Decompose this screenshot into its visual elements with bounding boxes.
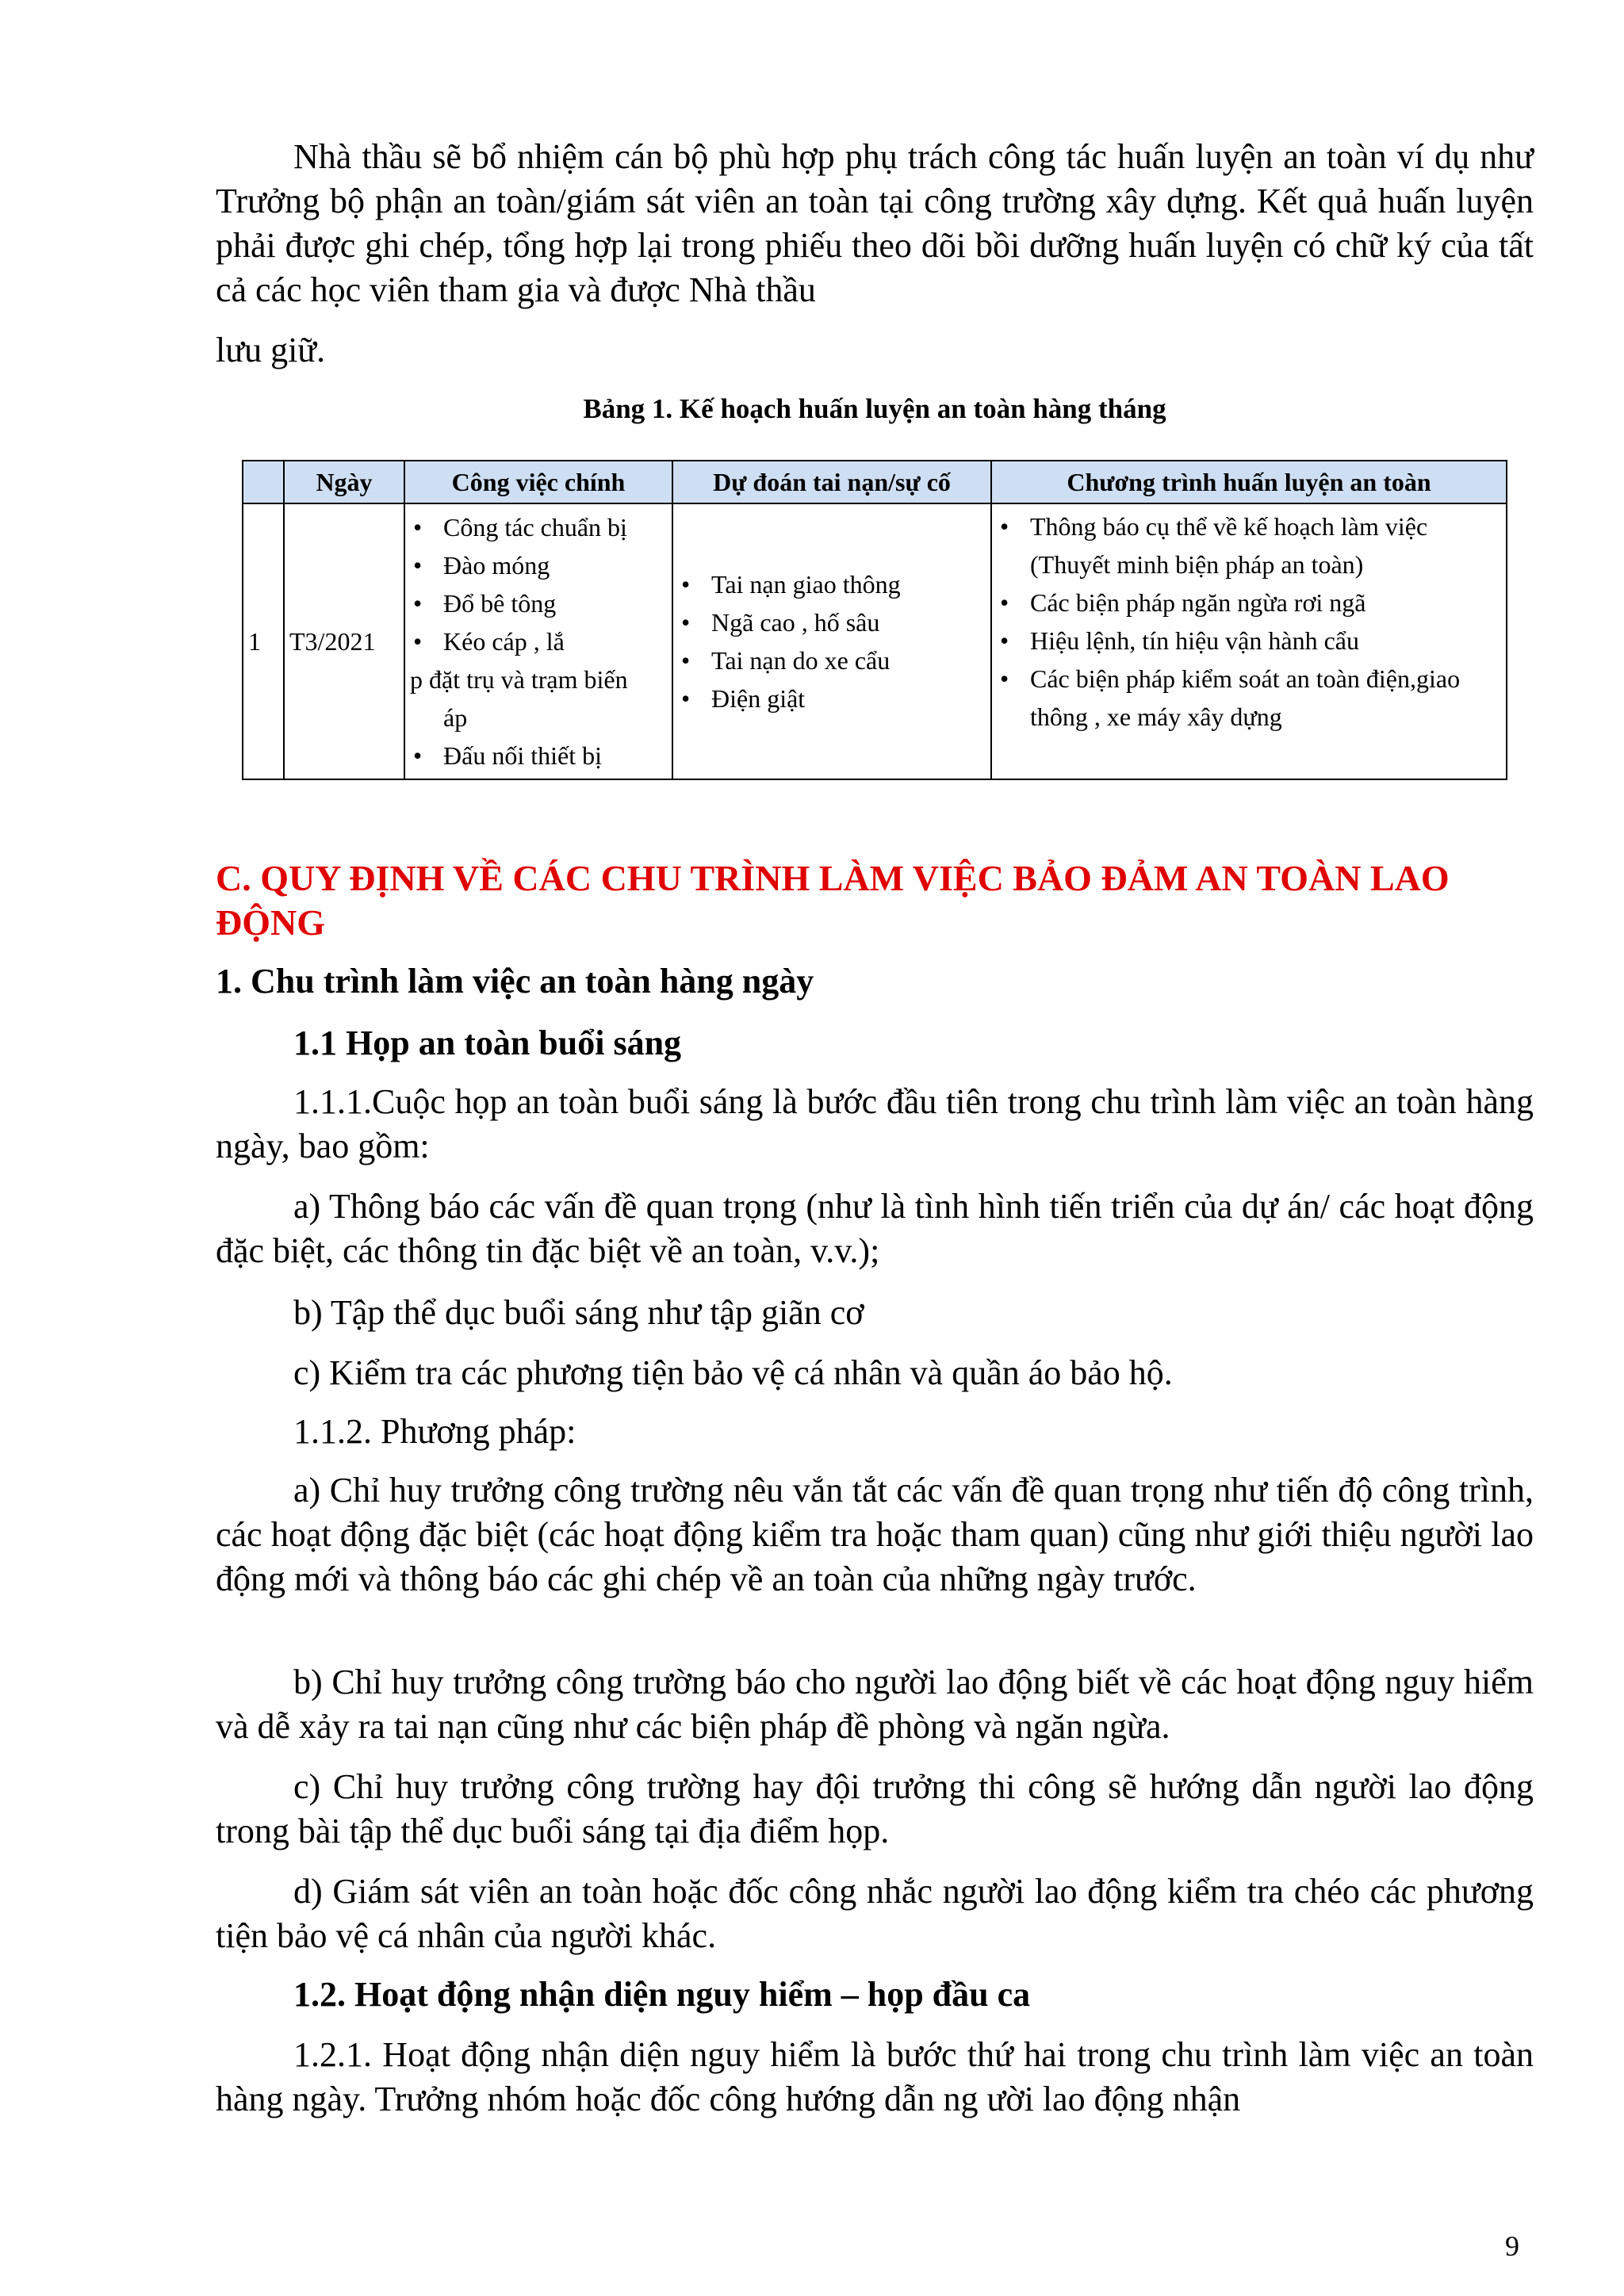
list-item: • Tai nạn giao thông bbox=[681, 570, 901, 599]
heading-1: 1. Chu trình làm việc an toàn hàng ngày bbox=[216, 962, 814, 1001]
heading-1-2: 1.2. Hoạt động nhận diện nguy hiểm – họp đầu ca bbox=[293, 1975, 1031, 2014]
section-c-heading: C. QUY ĐỊNH VỀ CÁC CHU TRÌNH LÀM VIỆC BẢO ĐẢM AN TOÀN LAO ĐỘNG bbox=[216, 858, 1450, 943]
row-date: T3/2021 bbox=[284, 503, 404, 779]
method-b: b) Chỉ huy trưởng công trường báo cho người lao động biết về các hoạt động nguy hiểm và dễ xảy ra tai nạn cũng như các biện pháp đề phòng và ngăn ngừa. bbox=[216, 1663, 1534, 1746]
page-number: 9 bbox=[1505, 2230, 1519, 2262]
header-training-program: Chương trình huấn luyện an toàn bbox=[991, 461, 1507, 503]
header-main-work: Công việc chính bbox=[404, 461, 672, 503]
list-item: • Đào móng bbox=[413, 551, 550, 580]
item-c: c) Kiểm tra các phương tiện bảo vệ cá nhân và quần áo bảo hộ. bbox=[293, 1353, 1173, 1392]
table-header-row bbox=[243, 461, 1507, 503]
work-continuation-2: áp bbox=[443, 703, 468, 732]
intro-continuation: lưu giữ. bbox=[216, 331, 326, 369]
list-item: • Đấu nối thiết bị bbox=[413, 741, 602, 770]
paragraph-1-1-1: 1.1.1.Cuộc họp an toàn buổi sáng là bước đầu tiên trong chu trình làm việc an toàn hàng ngày, bao gồm: bbox=[216, 1082, 1534, 1165]
list-item: • Các biện pháp ngăn ngừa rơi ngã bbox=[1000, 588, 1366, 617]
heading-1-1: 1.1 Họp an toàn buổi sáng bbox=[293, 1024, 682, 1062]
row-hazards bbox=[672, 503, 991, 779]
header-date: Ngày bbox=[284, 461, 404, 503]
table-caption: Bảng 1. Kế hoạch huấn luyện an toàn hàng tháng bbox=[583, 393, 1166, 424]
method-c: c) Chỉ huy trưởng công trường hay đội trưởng thi công sẽ hướng dẫn người lao động trong bài tập thể dục buổi sáng tại địa điểm họp. bbox=[216, 1767, 1534, 1850]
list-item: • Các biện pháp kiểm soát an toàn điện,giao thông , xe máy xây dựng bbox=[1000, 664, 1461, 731]
row-training bbox=[991, 503, 1507, 779]
header-hazard-forecast: Dự đoán tai nạn/sự cố bbox=[672, 461, 991, 503]
header-index bbox=[243, 461, 284, 503]
list-item: • Hiệu lệnh, tín hiệu vận hành cẩu bbox=[1000, 626, 1359, 655]
work-continuation: p đặt trụ và trạm biến bbox=[410, 665, 628, 694]
item-a: a) Thông báo các vấn đề quan trọng (như là tình hình tiến triển của dự án/ các hoạt động đặc biệt, các thông tin đặc biệt về an toàn, v.v.); bbox=[216, 1187, 1534, 1270]
training-plan-table bbox=[242, 460, 1507, 780]
list-item: • Công tác chuẩn bị bbox=[413, 513, 627, 541]
list-item: • Ngã cao , hố sâu bbox=[681, 608, 880, 637]
paragraph-1-2-1: 1.2.1. Hoạt động nhận diện nguy hiểm là bước thứ hai trong chu trình làm việc an toàn hàng ngày. Trưởng nhóm hoặc đốc công hướng dẫn ng ười lao động nhận bbox=[216, 2035, 1534, 2118]
row-index: 1 bbox=[243, 503, 284, 779]
list-item: • Tai nạn do xe cẩu bbox=[681, 646, 891, 675]
list-item: • Thông báo cụ thể về kế hoạch làm việc (Thuyết minh biện pháp an toàn) bbox=[1000, 512, 1428, 579]
paragraph-1-1-2: 1.1.2. Phương pháp: bbox=[293, 1412, 576, 1451]
method-d: d) Giám sát viên an toàn hoặc đốc công nhắc người lao động kiểm tra chéo các phương tiện bảo vệ cá nhân của người khác. bbox=[216, 1872, 1534, 1955]
intro-paragraph: Nhà thầu sẽ bổ nhiệm cán bộ phù hợp phụ trách công tác huấn luyện an toàn ví dụ như Trưởng bộ phận an toàn/giám sát viên an toàn tại công trường xây dựng. Kết quả huấn luyện phải được ghi chép, tổng hợp lại trong phiếu theo dõi bồi dưỡng huấn luyện có chữ ký của tất cả các học viên tham gia và được Nhà thầu bbox=[216, 137, 1534, 309]
list-item: • Điện giật bbox=[681, 684, 806, 713]
item-b: b) Tập thể dục buổi sáng như tập giãn cơ bbox=[293, 1293, 864, 1332]
list-item: • Đổ bê tông bbox=[413, 589, 557, 618]
table-row bbox=[243, 503, 1507, 779]
row-main-work bbox=[404, 503, 672, 779]
list-item: • Kéo cáp , lắ bbox=[413, 627, 565, 656]
method-a: a) Chỉ huy trưởng công trường nêu vắn tắt các vấn đề quan trọng như tiến độ công trình, các hoạt động đặc biệt (các hoạt động kiểm tra hoặc tham quan) cũng như giới thiệu người lao động mới và thông báo các ghi chép về an toàn của những ngày trước. bbox=[216, 1471, 1534, 1598]
